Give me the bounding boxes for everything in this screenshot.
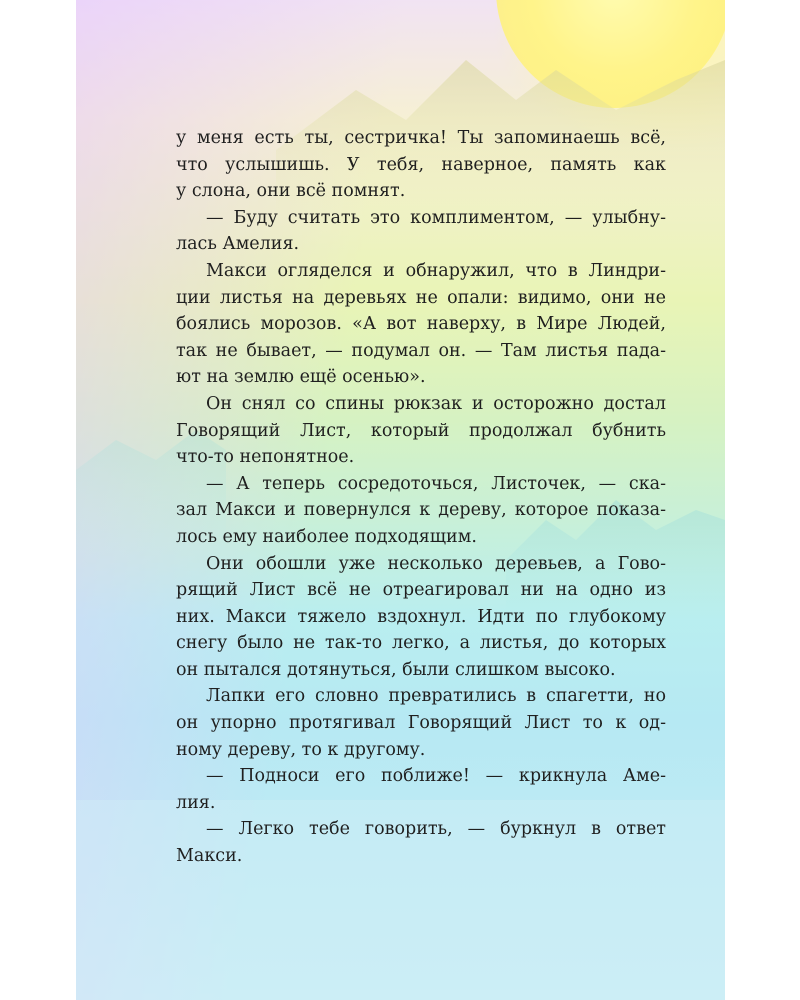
text-line: у меня есть ты, сестричка! Ты запоминаешь всё,: [176, 128, 666, 148]
text-line: снегу было не так-то легко, а листья, до которых: [176, 633, 666, 654]
text-line: — Легко тебе говорить, — буркнул в ответ: [206, 819, 666, 840]
text-line: — Буду считать это комплиментом, — улыбну-: [206, 207, 666, 228]
text-line: ции листья на деревьях не опали: видимо, они не: [176, 287, 666, 308]
text-line: зал Макси и повернулся к дереву, которое показа-: [176, 500, 666, 521]
text-line: что-то непонятное.: [176, 447, 355, 468]
text-line: них. Макси тяжело вздохнул. Идти по глубокому: [176, 606, 666, 627]
text-line: — А теперь сосредоточься, Листочек, — ска-: [206, 473, 666, 494]
text-line: лось ему наиболее подходящим.: [176, 526, 477, 547]
book-page: [76, 0, 725, 1000]
text-line: лась Амелия.: [176, 234, 300, 255]
text-line: ют на землю ещё осенью».: [176, 367, 426, 388]
text-line: рящий Лист всё не отреагировал ни на одно из: [176, 580, 666, 601]
text-line: Макси огляделся и обнаружил, что в Линдри-: [206, 260, 666, 281]
text-line: Он снял со спины рюкзак и осторожно достал: [206, 393, 666, 414]
text-line: что услышишь. У тебя, наверное, память как: [176, 154, 666, 175]
text-line: ному дереву, то к другому.: [176, 739, 426, 760]
text-line: боялись морозов. «А вот наверху, в Мире Людей,: [176, 314, 666, 335]
text-line: он упорно протягивал Говорящий Лист то к од-: [176, 713, 666, 734]
text-line: Говорящий Лист, который продолжал бубнить: [176, 420, 666, 441]
text-line: у слона, они всё помнят.: [176, 181, 406, 202]
text-line: — Подноси его поближе! — крикнула Аме-: [206, 766, 666, 787]
text-line: он пытался дотянуться, были слишком высоко.: [176, 659, 616, 680]
text-line: лия.: [176, 792, 216, 813]
text-line: Они обошли уже несколько деревьев, а Гово-: [206, 553, 666, 574]
body-text: [176, 125, 666, 870]
text-line: Лапки его словно превратились в спагетти, но: [206, 686, 666, 707]
text-line: Макси.: [176, 846, 243, 867]
text-line: так не бывает, — подумал он. — Там листья пада-: [176, 340, 666, 361]
